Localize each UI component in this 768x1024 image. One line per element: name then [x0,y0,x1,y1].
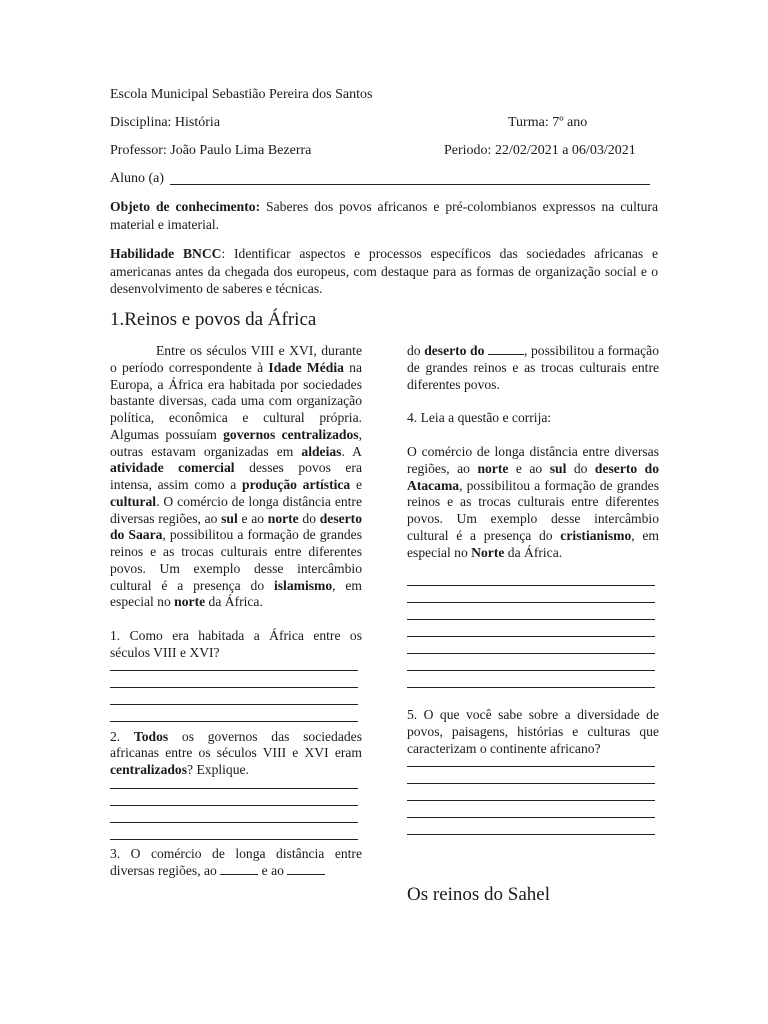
answer-line[interactable] [110,687,358,688]
question-5: 5. O que você sabe sobre a diversidade de povos, paisagens, histórias e culturas que caracterizam o continente africano? [407,707,659,756]
q4-answer-lines[interactable] [407,585,655,688]
class-line: Turma: 7º ano [508,115,588,130]
answer-line[interactable] [407,687,655,688]
teacher-line: Professor: João Paulo Lima Bezerra [110,143,312,158]
answer-line[interactable] [407,817,655,818]
q3-blank-2[interactable] [287,874,325,875]
answer-line[interactable] [110,704,358,705]
habilidade-label: Habilidade BNCC [110,246,222,261]
subject-line: Disciplina: História [110,115,221,130]
answer-line[interactable] [407,800,655,801]
answer-line[interactable] [407,766,655,767]
student-name-field[interactable] [170,184,650,185]
answer-line[interactable] [110,805,358,806]
habilidade-bncc [110,245,658,298]
question-3-continued: do deserto do , possibilitou a formação de grandes reinos e as trocas culturais entre diferentes povos. [407,343,659,392]
sahel-section-title: Os reinos do Sahel [407,884,551,905]
q5-answer-lines[interactable] [407,766,655,835]
answer-line[interactable] [110,822,358,823]
school-name: Escola Municipal Sebastião Pereira dos Santos [110,87,373,102]
right-column [407,343,659,835]
question-4-prompt: 4. Leia a questão e corrija: [407,410,552,426]
answer-line[interactable] [110,839,358,840]
left-column [110,343,362,879]
period-line: Periodo: 22/02/2021 a 06/03/2021 [444,143,636,158]
student-label: Aluno (a) [110,171,165,186]
question-3: 3. O comércio de longa distância entre diversas regiões, ao e ao [110,845,362,878]
q3-blank-1[interactable] [220,874,258,875]
answer-line[interactable] [407,670,655,671]
q3-blank-3[interactable] [488,354,524,355]
question-4-statement: O comércio de longa distância entre diversas regiões, ao norte e ao sul do deserto do Atacama, possibilitou a formação de grandes reinos e as trocas culturais entre diferentes povos. Um exemplo desse intercâmbio cultural é a presença do cristianismo, em especial no Norte da África. [407,444,660,560]
answer-line[interactable] [407,602,655,603]
q2-answer-lines[interactable] [110,788,358,840]
objeto-label: Objeto de conhecimento: [110,199,261,214]
question-1: 1. Como era habitada a África entre os séculos VIII e XVI? [110,628,362,660]
q1-answer-lines[interactable] [110,670,358,722]
answer-line[interactable] [407,653,655,654]
answer-line[interactable] [110,721,358,722]
objeto-conhecimento [110,198,658,233]
answer-line[interactable] [407,619,655,620]
answer-line[interactable] [407,585,655,586]
section-title: 1.Reinos e povos da África [110,309,317,330]
answer-line[interactable] [110,788,358,789]
answer-line[interactable] [407,636,655,637]
question-2: 2. Todos os governos das sociedades africanas entre os séculos VIII e XVI eram centralizados? Explique. [110,728,362,777]
answer-line[interactable] [407,834,655,835]
answer-line[interactable] [110,670,358,671]
answer-line[interactable] [407,783,655,784]
objeto-text: Saberes dos povos africanos e pré-colombianos expressos na cultura material e imaterial. [110,199,658,232]
habilidade-text: : Identificar aspectos e processos específicos das sociedades africanas e americanas antes da chegada dos europeus, com destaque para as formas de organização social e o desenvolvimento de saberes e técnicas. [110,246,658,296]
intro-paragraph: Entre os séculos VIII e XVI, durante o período correspondente à Idade Média na Europa, a África era habitada por sociedades bastante diversas, cada uma com organização política, econômica e cultural própria. Algumas possuíam governos centralizados, outras estavam organizadas em aldeias. A atividade comercial desses povos era intensa, assim como a produção artística e cultural. O comércio de longa distância entre diversas regiões, ao sul e ao norte do deserto do Saara, possibilitou a formação de grandes reinos e as trocas culturais entre diferentes povos. Um exemplo desse intercâmbio cultural é a presença do islamismo, em especial no norte da África. [110,343,362,610]
